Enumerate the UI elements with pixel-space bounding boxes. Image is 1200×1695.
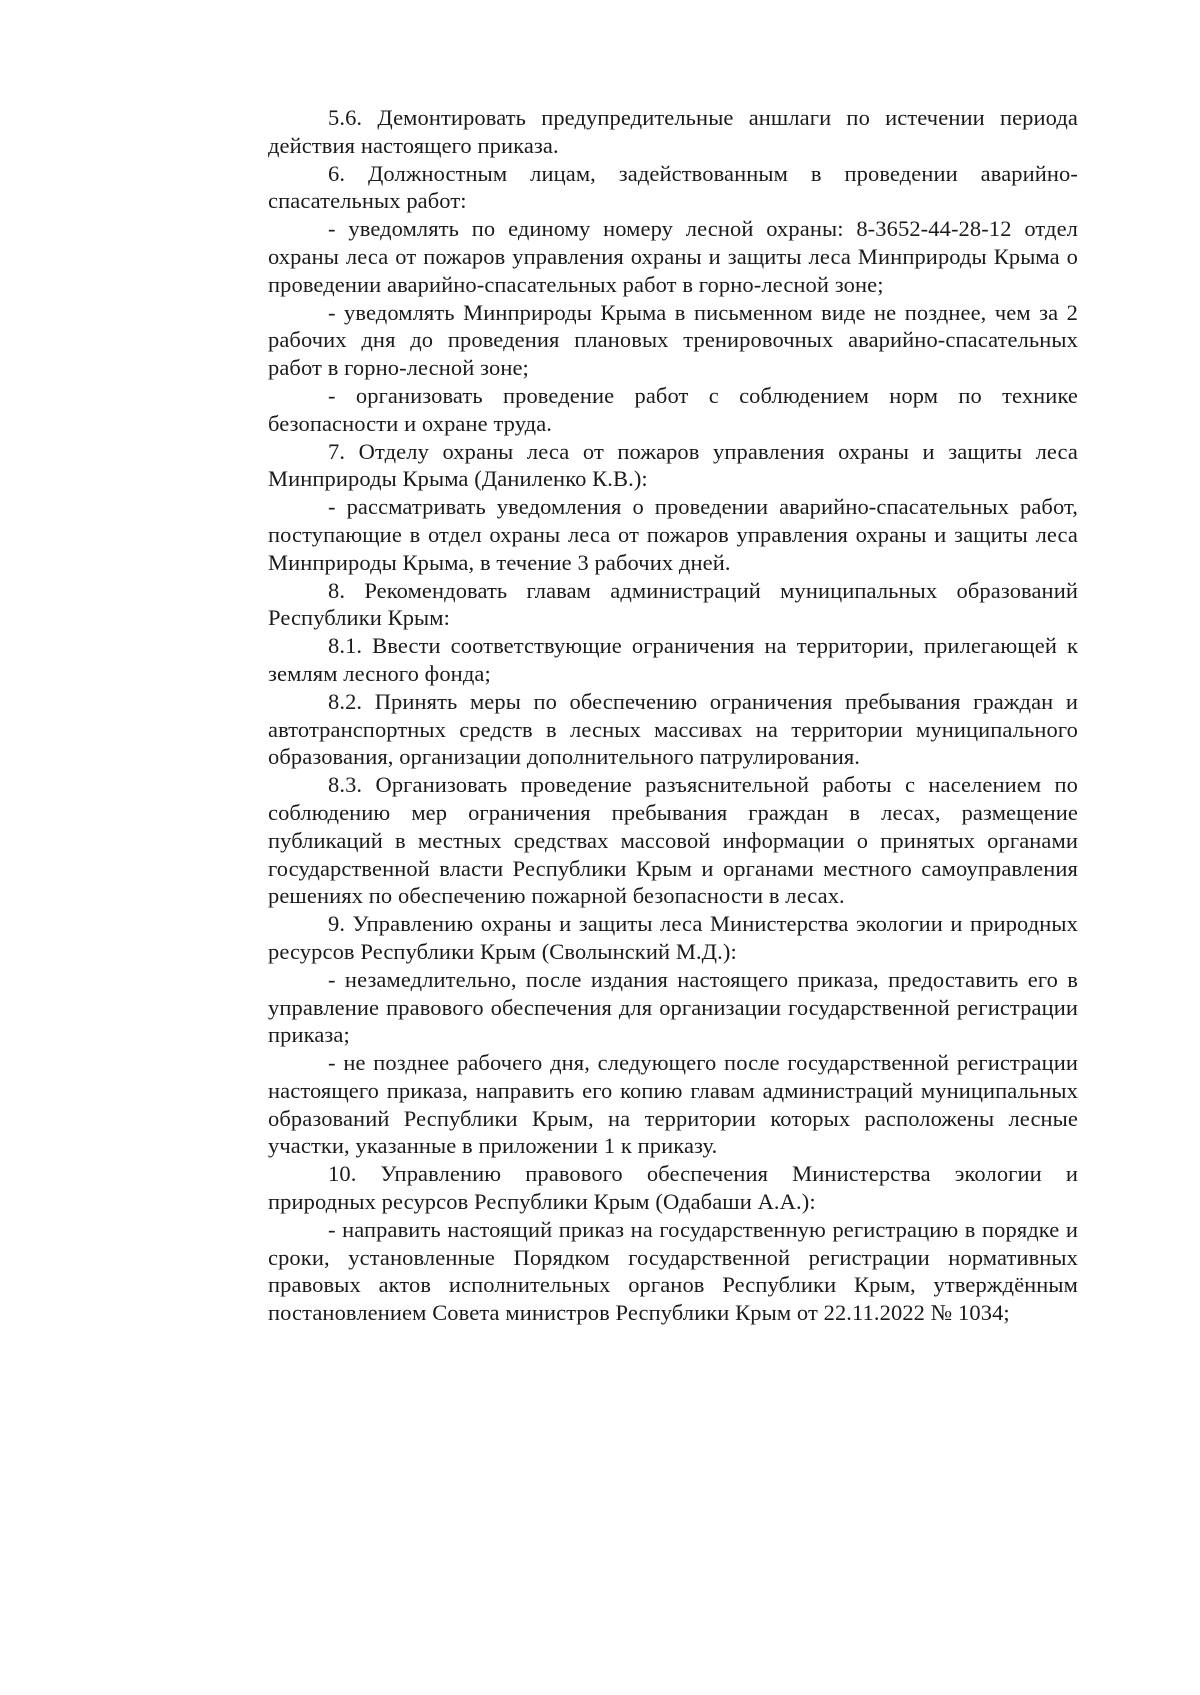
document-body — [268, 104, 1078, 1327]
paragraph-6-notify-forest-guard: - уведомлять по единому номеру лесной охраны: 8-3652-44-28-12 отдел охраны леса от пожаров управления охраны и защиты леса Минприроды Крыма о проведении аварийно-спасательных работ в горно-лесной зоне; — [268, 216, 1078, 297]
paragraph-8: 8. Рекомендовать главам администраций муниципальных образований Республики Крым: — [268, 577, 1078, 631]
paragraph-8-3: 8.3. Организовать проведение разъяснительной работы с населением по соблюдению мер ограничения пребывания граждан в лесах, размещение публикаций в местных средствах массовой информации о принятых органами государственной власти Республики Крым и органами местного самоуправления решениях по обеспечению пожарной безопасности в лесах. — [268, 772, 1078, 909]
paragraph-8-1: 8.1. Ввести соответствующие ограничения на территории, прилегающей к землям лесного фонда; — [268, 633, 1078, 686]
paragraph-6-notify-ministry: - уведомлять Минприроды Крыма в письменном виде не позднее, чем за 2 рабочих дня до проведения плановых тренировочных аварийно-спасательных работ в горно-лесной зоне; — [268, 299, 1078, 381]
paragraph-5-6: 5.6. Демонтировать предупредительные аншлаги по истечении периода действия настоящего приказа. — [268, 105, 1078, 158]
paragraph-9-provide-order: - незамедлительно, после издания настоящего приказа, предоставить его в управление правового обеспечения для организации государственной регистрации приказа; — [268, 966, 1078, 1048]
paragraph-7: 7. Отделу охраны леса от пожаров управления охраны и защиты леса Минприроды Крыма (Даниленко К.В.): — [268, 438, 1078, 492]
paragraph-8-2: 8.2. Принять меры по обеспечению ограничения пребывания граждан и автотранспортных средств в лесных массивах на территории муниципального образования, организации дополнительного патрулирования. — [268, 688, 1078, 770]
paragraph-10: 10. Управлению правового обеспечения Министерства экологии и природных ресурсов Республики Крым (Одабаши А.А.): — [268, 1161, 1078, 1215]
paragraph-6: 6. Должностным лицам, задействованным в проведении аварийно-спасательных работ: — [268, 160, 1078, 214]
paragraph-9: 9. Управлению охраны и защиты леса Министерства экологии и природных ресурсов Республики Крым (Сволынский М.Д.): — [268, 911, 1078, 964]
paragraph-7-review-notifications: - рассматривать уведомления о проведении аварийно-спасательных работ, поступающие в отдел охраны леса от пожаров управления охраны и защиты леса Минприроды Крыма, в течение 3 рабочих дней. — [268, 494, 1078, 575]
paragraph-9-send-copy: - не позднее рабочего дня, следующего после государственной регистрации настоящего приказа, направить его копию главам администраций муниципальных образований Республики Крым, на территории которых расположены лесные участки, указанные в приложении 1 к приказу. — [268, 1050, 1078, 1159]
paragraph-6-organize-works: - организовать проведение работ с соблюдением норм по технике безопасности и охране труда. — [268, 382, 1078, 436]
paragraph-10-state-registration: - направить настоящий приказ на государственную регистрацию в порядке и сроки, установленные Порядком государственной регистрации нормативных правовых актов исполнительных органов Республики Крым, утверждённым постановлением Совета министров Республики Крым от 22.11.2022 № 1034; — [268, 1216, 1078, 1326]
